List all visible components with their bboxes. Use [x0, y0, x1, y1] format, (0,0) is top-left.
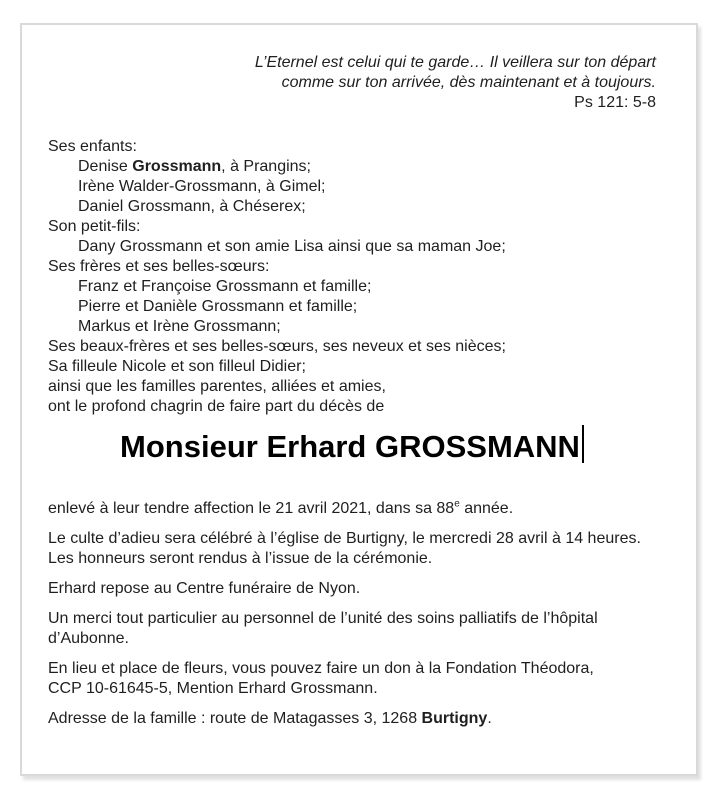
- family-address-paragraph: [48, 709, 656, 729]
- thanks-paragraph: [48, 609, 656, 649]
- family-line-child-irene: Irène Walder-Grossmann, à Gimel;: [78, 178, 326, 195]
- thanks-line-2: d’Aubonne.: [48, 630, 129, 647]
- psalm-reference: Ps 121: 5-8: [574, 94, 656, 111]
- deceased-name-title: [48, 425, 656, 468]
- family-line-announcement: ont le profond chagrin de faire part du décès de: [48, 398, 385, 415]
- family-line-brothers-label: Ses frères et ses belles-sœurs:: [48, 258, 270, 275]
- document-page[interactable]: [20, 23, 698, 776]
- scripture-quote: [48, 53, 656, 113]
- family-line-godchildren: Sa filleule Nicole et son filleul Didier;: [48, 358, 306, 375]
- family-list: [48, 137, 656, 417]
- donation-paragraph: [48, 659, 656, 699]
- death-date-paragraph: [48, 499, 656, 519]
- ordinal-superscript: e: [454, 498, 460, 510]
- family-line-brother-pierre: Pierre et Danièle Grossmann et famille;: [78, 298, 358, 315]
- thanks-line-1: Un merci tout particulier au personnel de l’unité des soins palliatifs de l’hôpital: [48, 610, 598, 627]
- child1-post: , à Prangins;: [221, 158, 311, 175]
- repose-paragraph: Erhard repose au Centre funéraire de Nyon.: [48, 580, 361, 597]
- quote-line-1: L’Eternel est celui qui te garde… Il veillera sur ton départ: [254, 54, 656, 71]
- address-post: .: [487, 710, 492, 727]
- notice-paragraphs: [48, 499, 656, 729]
- service-line-2: Les honneurs seront rendus à l’issue de la cérémonie.: [48, 550, 433, 567]
- donation-line-1: En lieu et place de fleurs, vous pouvez faire un don à la Fondation Théodora,: [48, 660, 594, 677]
- funeral-service-paragraph: [48, 529, 656, 569]
- donation-line-2: CCP 10-61645-5, Mention Erhard Grossmann.: [48, 680, 378, 697]
- family-line-child-daniel: Daniel Grossmann, à Chéserex;: [78, 198, 306, 215]
- family-line-children-label: Ses enfants:: [48, 138, 137, 155]
- address-pre: Adresse de la famille : route de Matagasses 3, 1268: [48, 710, 422, 727]
- family-line-grandson: Dany Grossmann et son amie Lisa ainsi que sa maman Joe;: [78, 238, 506, 255]
- address-town-bold: Burtigny: [421, 710, 488, 727]
- child1-surname-bold: Grossmann: [132, 158, 222, 175]
- family-line-brother-franz: Franz et Françoise Grossmann et famille;: [78, 278, 372, 295]
- text-cursor: [582, 425, 584, 463]
- death-date-pre: enlevé à leur tendre affection le 21 avril 2021, dans sa 88: [48, 500, 455, 517]
- family-line-families: ainsi que les familles parentes, alliées et amies,: [48, 378, 386, 395]
- quote-line-2: comme sur ton arrivée, dès maintenant et à toujours.: [281, 74, 656, 91]
- service-line-1: Le culte d’adieu sera célébré à l’église de Burtigny, le mercredi 28 avril à 14 heures.: [48, 530, 641, 547]
- deceased-name-text: Monsieur Erhard GROSSMANN: [120, 429, 580, 464]
- death-date-post: année.: [459, 500, 514, 517]
- family-line-inlaws: Ses beaux-frères et ses belles-sœurs, ses neveux et ses nièces;: [48, 338, 506, 355]
- family-line-grandson-label: Son petit-fils:: [48, 218, 141, 235]
- child1-pre: Denise: [78, 158, 133, 175]
- family-line-child-denise: [48, 157, 656, 177]
- family-line-brother-markus: Markus et Irène Grossmann;: [78, 318, 281, 335]
